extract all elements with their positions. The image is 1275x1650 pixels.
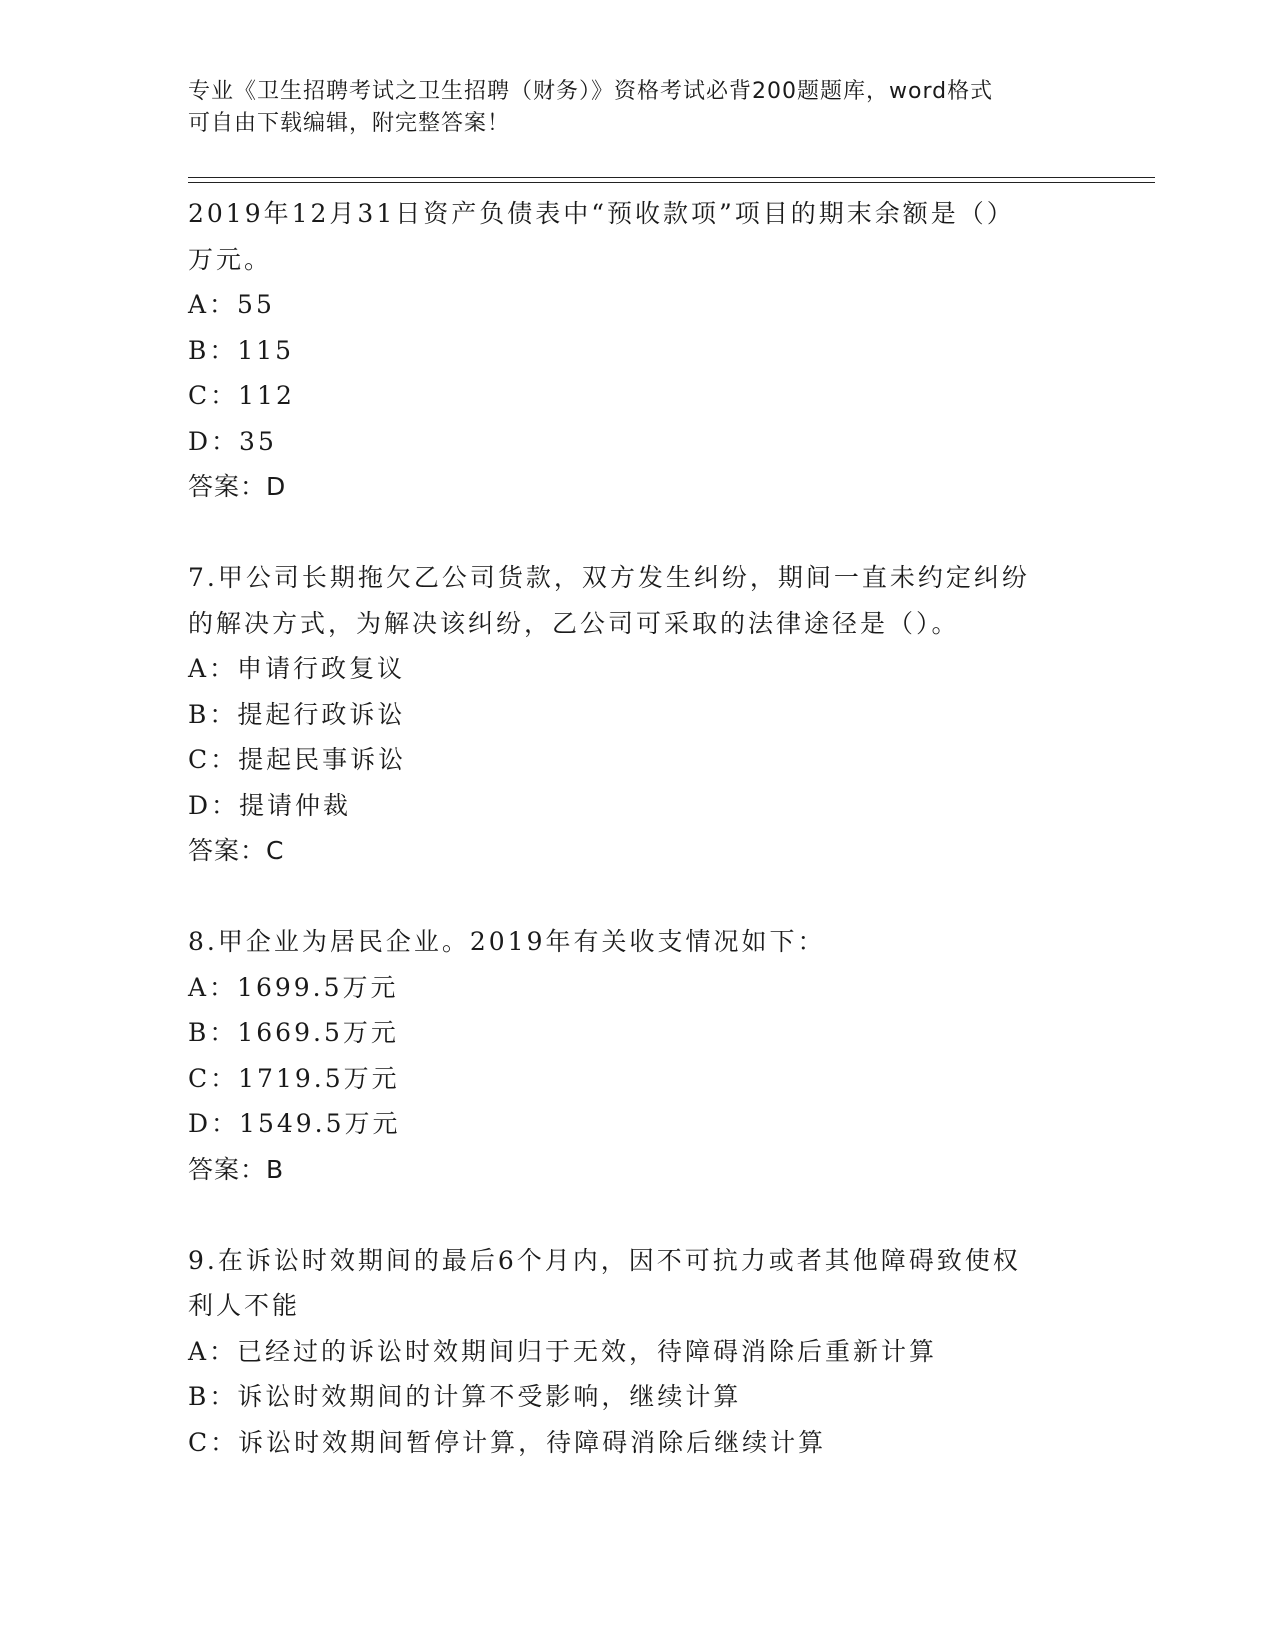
option-a: A：1699.5万元 bbox=[188, 972, 399, 1002]
option-d: D：提请仲裁 bbox=[188, 790, 352, 820]
option-a: A：55 bbox=[188, 290, 275, 319]
question-block bbox=[188, 1238, 1078, 1466]
option-a: A：申请行政复议 bbox=[188, 654, 406, 683]
answer-line: 答案：C bbox=[188, 836, 285, 865]
option-c: C：提起民事诉讼 bbox=[188, 745, 407, 774]
option-b: B：1669.5万元 bbox=[188, 1018, 399, 1047]
question-stem: 万元。 bbox=[188, 244, 273, 274]
answer-line: 答案：B bbox=[188, 1154, 285, 1184]
question-block bbox=[188, 191, 1078, 510]
question-list bbox=[188, 191, 1078, 1465]
answer-line: 答案：D bbox=[188, 472, 287, 501]
question-block bbox=[188, 555, 1078, 874]
option-d: D：1549.5万元 bbox=[188, 1109, 401, 1138]
option-c: C：1719.5万元 bbox=[188, 1063, 400, 1093]
spacer bbox=[188, 510, 1078, 556]
question-stem: 9.在诉讼时效期间的最后6个月内，因不可抗力或者其他障碍致使权 bbox=[188, 1245, 1021, 1275]
spacer bbox=[188, 1192, 1078, 1238]
question-block bbox=[188, 919, 1078, 1192]
option-d: D：35 bbox=[188, 426, 277, 456]
option-b: B：115 bbox=[188, 335, 295, 365]
option-c: C：112 bbox=[188, 381, 295, 410]
option-b: B：诉讼时效期间的计算不受影响，继续计算 bbox=[188, 1382, 742, 1411]
option-a: A：已经过的诉讼时效期间归于无效，待障碍消除后重新计算 bbox=[188, 1336, 938, 1366]
option-b: B：提起行政诉讼 bbox=[188, 699, 406, 729]
document-header: 专业《卫生招聘考试之卫生招聘（财务）》资格考试必背200题题库，word格式 可自由下载编辑，附完整答案！ bbox=[188, 79, 994, 136]
header-divider bbox=[188, 177, 1155, 178]
spacer bbox=[188, 874, 1078, 920]
question-stem: 的解决方式，为解决该纠纷，乙公司可采取的法律途径是（）。 bbox=[188, 608, 960, 638]
question-stem: 8.甲企业为居民企业。2019年有关收支情况如下： bbox=[188, 927, 826, 956]
question-stem: 7.甲公司长期拖欠乙公司货款，双方发生纠纷，期间一直未约定纠纷 bbox=[188, 563, 1030, 592]
question-stem: 2019年12月31日资产负债表中“预收款项”项目的期末余额是（） bbox=[188, 199, 1015, 228]
header-divider-thin bbox=[188, 182, 1155, 183]
question-stem: 利人不能 bbox=[188, 1291, 301, 1320]
option-c: C：诉讼时效期间暂停计算，待障碍消除后继续计算 bbox=[188, 1427, 827, 1457]
